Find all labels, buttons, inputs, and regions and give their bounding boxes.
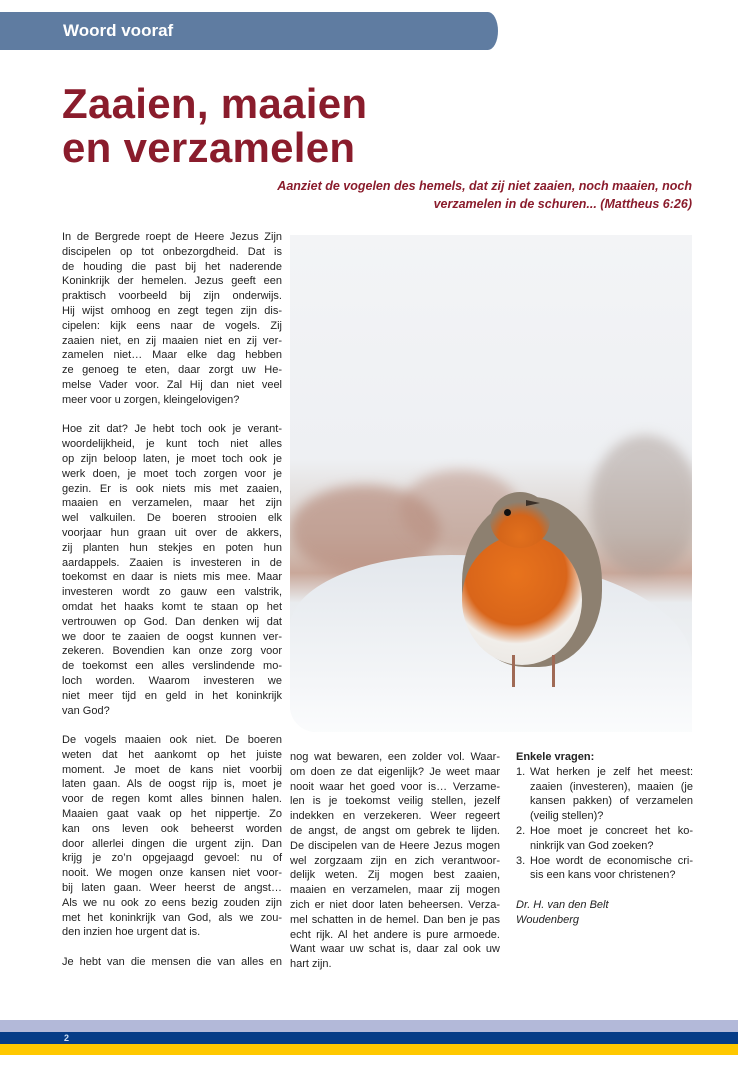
paragraph xyxy=(530,854,693,884)
question-item xyxy=(516,824,693,854)
text-line: echt rijk. Al het andere is pure armoede. xyxy=(290,928,500,941)
paragraph xyxy=(62,422,282,718)
text-line: zekeren. Bovendien kan onze zorg voor xyxy=(62,645,282,658)
text-line: vertrouwen op God. Dan denken wij dat xyxy=(62,615,282,628)
text-line: op zijn beloop laten, je moet toch ook je xyxy=(62,452,282,465)
column-2 xyxy=(290,750,500,972)
text-line: om doen ze dat eigenlijk? Je weet maar xyxy=(290,765,500,778)
text-line: krijg je zo’n opgejaagd gevoel: nu of xyxy=(62,852,282,865)
text-line: len is je toekomst veilig stellen, jezelf xyxy=(290,795,500,808)
bible-quote xyxy=(132,177,692,213)
text-line: gezin. Er is ook niets mis met zaaien, xyxy=(62,482,282,495)
paragraph xyxy=(62,955,282,970)
text-line: zich er niet door laten beheersen. Verza- xyxy=(290,898,500,911)
text-line: aardappels. Zaaien is investeren in de xyxy=(62,556,282,569)
text-line: maaien en verzamelen, maar het zijn xyxy=(62,497,282,510)
robin-leg xyxy=(512,655,515,687)
text-line: hart zijn. xyxy=(290,958,332,971)
text-line: Koninkrijk der hemelen. Jezus geeft een xyxy=(62,275,282,288)
text-line: zamelen niet… Maar elke dag hebben xyxy=(62,349,282,362)
quote-line: verzamelen in de schuren... (Mattheus 6:26) xyxy=(433,197,692,211)
text-line: wel valkuilen. De boeren strooien elk xyxy=(62,512,282,525)
text-line: Want waar uw schat is, daar zal ook uw xyxy=(290,943,500,956)
footer-band-blue xyxy=(0,1032,738,1044)
text-line: moment. Je moet de kans niet voorbij xyxy=(62,763,282,776)
robin-in-snow-photo xyxy=(290,235,692,732)
robin-breast xyxy=(462,535,582,665)
text-line: melse Vader voor. Zal Hij dan niet veel xyxy=(62,378,282,391)
footer-band-yellow xyxy=(0,1044,738,1055)
title-line: Zaaien, maaien xyxy=(62,80,368,127)
text-line: wel zorgzaam zijn en zich verantwoor- xyxy=(290,854,500,867)
question-number: 3. xyxy=(516,854,526,867)
text-line: niet meer tijd en geld in het koninkrijk xyxy=(62,689,282,702)
text-line: omdat het haaks komt te staan op het xyxy=(62,600,282,613)
questions-box xyxy=(516,750,693,928)
text-line: praktisch voorbeeld bij zijn onderwijs. xyxy=(62,290,282,303)
robin-beak xyxy=(526,500,540,506)
text-line: kansen pakken) of verzamelen xyxy=(530,795,693,808)
text-line: (veilig stellen)? xyxy=(530,810,604,823)
text-line: meer voor u zorgen, kleingelovigen? xyxy=(62,393,240,406)
section-label: Woord vooraf xyxy=(63,21,174,40)
text-line: De discipelen van de Heere Jezus mogen xyxy=(290,839,500,852)
text-line: de toekomst een alles verslindende mo- xyxy=(62,660,282,673)
text-line: discipelen op tot onbezorgdheid. Dat is xyxy=(62,245,282,258)
text-line: we door te zaaien de oogst kunnen ver- xyxy=(62,630,282,643)
text-line: Je hebt van die mensen die van alles en xyxy=(62,955,282,968)
text-line: Hij wijst omhoog en zegt tegen zijn dis- xyxy=(62,304,282,317)
text-line: van God? xyxy=(62,704,110,717)
paragraph xyxy=(290,750,500,972)
text-line: zaaien (investeren), maaien (je xyxy=(530,780,693,793)
text-line: In de Bergrede roept de Heere Jezus Zijn xyxy=(62,231,282,243)
text-line: sis een kans voor christenen? xyxy=(530,869,676,882)
text-line: nog wat bewaren, een zolder vol. Waar- xyxy=(290,751,500,763)
question-item xyxy=(516,765,693,824)
question-number: 1. xyxy=(516,765,526,778)
text-line: Hoe zit dat? Je hebt toch ook je verant- xyxy=(62,423,282,436)
paragraph xyxy=(62,230,282,408)
text-line: loch worden. Waarom investeren we xyxy=(62,674,282,687)
text-line: voor de regen komt alles binnen halen. xyxy=(62,793,282,806)
text-line: De vogels maaien ook niet. De boeren xyxy=(62,734,282,746)
text-line: bij laten gaan. Weer heerst de angst… xyxy=(62,881,282,894)
paragraph xyxy=(530,824,693,854)
title-line: en verzamelen xyxy=(62,124,356,171)
questions-list xyxy=(516,765,693,883)
question-item xyxy=(516,854,693,884)
text-line: maaien en verzamelen, maar zij mogen xyxy=(290,884,500,897)
text-line: woordelijkheid, je kunt toch niet alles xyxy=(62,438,282,451)
text-line: werk doen, je moet toch zorgen voor je xyxy=(62,467,282,480)
paragraph xyxy=(62,733,282,940)
text-line: nooit waar het goed voor is… Verzame- xyxy=(290,780,500,793)
text-line: Maaien gaat vaak op het nippertje. Zo xyxy=(62,807,282,820)
text-line: Als we nu ook zo eens bezig zouden zijn xyxy=(62,896,282,909)
text-line: indekken en verzekeren. Weer regeert xyxy=(290,810,500,823)
author-place: Woudenberg xyxy=(516,913,579,926)
text-line: zij planten hun stekjes en poten hun xyxy=(62,541,282,554)
text-line: nooit. We mogen onze kansen niet voor- xyxy=(62,867,282,880)
robin-eye xyxy=(504,509,511,516)
quote-line: Aanziet de vogelen des hemels, dat zij niet zaaien, noch maaien, noch xyxy=(277,179,692,193)
question-number: 2. xyxy=(516,824,526,837)
text-line: Hoe wordt de economische cri- xyxy=(530,854,693,867)
column-1-top xyxy=(62,230,282,718)
text-line: Wat herken je zelf het meest: xyxy=(530,765,693,778)
text-line: voorjaar hun graan uit over de akkers, xyxy=(62,526,282,539)
page-number: 2 xyxy=(64,1033,70,1043)
text-line: de angst, de angst om gebrek te lijden. xyxy=(290,824,500,837)
text-line: cipelen: kijk eens naar de vogels. Zij xyxy=(62,319,282,332)
text-line: door allerlei dingen die urgent zijn. Dan xyxy=(62,837,282,850)
robin-head xyxy=(490,492,550,548)
text-line: kan ons leven ook beheerst worden xyxy=(62,822,282,835)
author-name: Dr. H. van den Belt xyxy=(516,898,609,911)
questions-heading: Enkele vragen: xyxy=(516,751,595,763)
text-line: toekomst en daar is niets mis mee. Maar xyxy=(62,571,282,584)
section-header-bar xyxy=(0,12,498,50)
text-line: met het koninkrijk van God, als we zou- xyxy=(62,911,282,924)
text-line: investeren wordt zo gauw een valstrik, xyxy=(62,586,282,599)
text-line: ze genoeg te eten, daar zorgt uw He- xyxy=(62,364,282,377)
robin-leg xyxy=(552,655,555,687)
text-line: delijk weten. Zij mogen best zaaien, xyxy=(290,869,500,882)
text-line: laten gaan. Als de oogst rijp is, moet je xyxy=(62,778,282,791)
text-line: Hoe moet je concreet het ko- xyxy=(530,824,693,837)
paragraph xyxy=(530,765,693,824)
text-line: zaaien niet, en zij maaien niet en zij ver- xyxy=(62,334,282,347)
text-line: mel schatten in de hemel. Dan ben je pas xyxy=(290,913,500,926)
text-line: ninkrijk van God zoeken? xyxy=(530,839,654,852)
text-line: de houding die past bij het naderende xyxy=(62,260,282,273)
text-line: den inzien hoe urgent dat is. xyxy=(62,926,201,939)
footer-band-light xyxy=(0,1020,738,1032)
text-line: weten dat het aankomt op het juiste xyxy=(62,748,282,761)
article-title xyxy=(62,82,367,170)
column-1-bottom xyxy=(62,733,282,970)
